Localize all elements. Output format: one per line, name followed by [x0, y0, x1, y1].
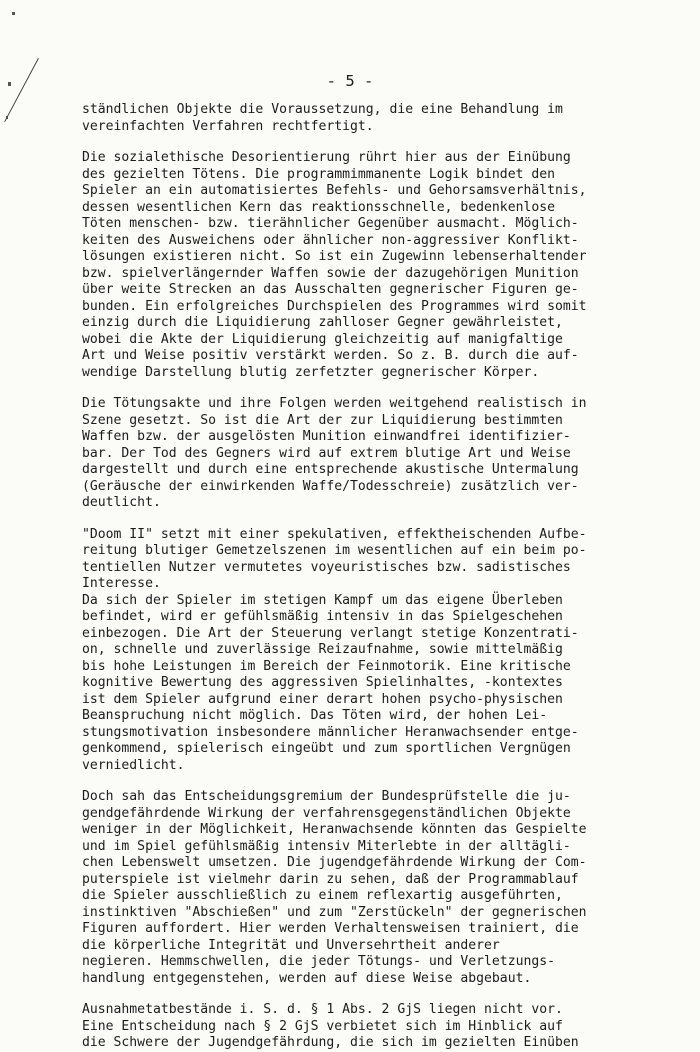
text-line: ständlichen Objekte die Voraussetzung, die eine Behandlung im: [82, 102, 563, 117]
text-line: Doch sah das Entscheidungsgremium der Bundesprüfstelle die ju-: [82, 789, 571, 804]
text-line: bunden. Ein erfolgreiches Durchspielen des Programmes wird somit: [82, 298, 587, 314]
text-line: Eine Entscheidung nach § 2 GjS verbietet sich im Hinblick auf: [82, 1018, 563, 1034]
text-line: Art und Weise positiv verstärkt werden. So z. B. durch die auf-: [82, 348, 579, 363]
text-line: weniger in der Möglichkeit, Heranwachsende könnten das Gespielte: [82, 822, 587, 837]
text-line: puterspiele ist vielmehr darin zu sehen, daß der Programmablauf: [82, 871, 579, 887]
text-line: keiten des Ausweichens oder ähnlicher non-aggressiver Konflikt-: [82, 232, 579, 248]
text-line: Ausnahmetatbestände i. S. d. § 1 Abs. 2 GjS liegen nicht vor.: [82, 1002, 563, 1017]
text-line: kognitive Bewertung des aggressiven Spielinhaltes, -kontextes: [82, 675, 563, 690]
paragraph-gap: [82, 381, 627, 396]
text-line: wendige Darstellung blutig zerfetzter gegnerischer Körper.: [82, 364, 540, 380]
text-line: lösungen existieren nicht. So ist ein Zugewinn lebenserhaltender: [82, 249, 587, 264]
text-line: Figuren auffordert. Hier werden Verhaltensweisen trainiert, die: [82, 921, 579, 936]
text-line: Beanspruchung nicht möglich. Das Töten wird, der hohen Lei-: [82, 708, 548, 723]
text-line: befindet, wird er gefühlsmäßig intensiv in das Spielgeschehen: [82, 609, 563, 624]
text-line: instinktiven "Abschießen" und zum "Zerstückeln" der gegnerischen: [82, 904, 587, 920]
paragraph-gap: [82, 774, 627, 789]
text-line: "Doom II" setzt mit einer spekulativen, effektheischenden Aufbe-: [82, 526, 587, 542]
text-line: Die sozialethische Desorientierung rührt hier aus der Einübung: [82, 150, 571, 165]
text-line: Spieler an ein automatisiertes Befehls- und Gehorsamsverhältnis,: [82, 183, 587, 198]
text-line: über weite Strecken an das Ausschalten gegnerischer Figuren ge-: [82, 282, 579, 297]
text-line: bis hohe Leistungen im Bereich der Feinmotorik. Eine kritische: [82, 658, 571, 674]
text-line: und im Spiel gefühlsmäßig intensiv Miterlebte in der alltägli-: [82, 838, 571, 854]
text-line: (Geräusche der einwirkenden Waffe/Todesschreie) zusätzlich ver-: [82, 478, 579, 494]
paragraph: [82, 789, 627, 987]
page-number: - 5 -: [326, 72, 374, 90]
text-line: Die Tötungsakte und ihre Folgen werden weitgehend realistisch in: [82, 396, 587, 411]
text-line: vereinfachten Verfahren rechtfertigt.: [82, 118, 374, 134]
text-line: die Spieler ausschließlich zu einem reflexartig ausgeführten,: [82, 888, 563, 903]
text-line: dargestellt und durch eine entsprechende akustische Untermalung: [82, 462, 579, 477]
text-line: des gezielten Tötens. Die programmimmanente Logik bindet den: [82, 166, 555, 182]
paragraph: [82, 102, 627, 135]
text-line: stungsmotivation insbesondere männlicher Heranwachsender entge-: [82, 724, 579, 740]
paragraph-gap: [82, 512, 627, 527]
text-line: bar. Der Tod des Gegners wird auf extrem blutige Art und Weise: [82, 445, 571, 461]
text-line: ist dem Spieler aufgrund einer derart hohen psycho-physischen: [82, 691, 563, 707]
text-line: Interesse.: [82, 576, 161, 591]
text-line: gendgefährdende Wirkung der verfahrensgegenständlichen Objekte: [82, 805, 571, 821]
scan-speck: [12, 12, 15, 15]
text-line: on, schnelle und zuverlässige Reizaufnahme, sowie mittelmäßig: [82, 642, 563, 657]
text-line: chen Lebenswelt umsetzen. Die jugendgefährdende Wirkung der Com-: [82, 855, 587, 870]
paragraph: [82, 396, 627, 512]
text-line: handlung entgegenstehen, werden auf diese Weise abgebaut.: [82, 970, 532, 986]
text-line: wobei die Akte der Liquidierung gleichzeitig auf manigfaltige: [82, 331, 563, 347]
text-line: genkommend, spielerisch eingeübt und zum sportlichen Vergnügen: [82, 741, 571, 756]
pen-stroke-mark: [4, 58, 39, 122]
document-body: [82, 102, 627, 1052]
text-line: verniedlicht.: [82, 757, 185, 773]
paragraph: [82, 150, 627, 381]
paragraph: [82, 527, 627, 775]
text-line: einbezogen. Die Art der Steuerung verlangt stetige Konzentrati-: [82, 625, 579, 641]
text-line: Waffen bzw. der ausgelösten Munition einwandfrei identifizier-: [82, 429, 571, 444]
text-line: dessen wesentlichen Kern das reaktionsschnelle, bedenkenlose: [82, 199, 555, 215]
text-line: Da sich der Spieler im stetigen Kampf um das eigene Überleben: [82, 592, 563, 608]
text-line: tentiellen Nutzer vermutetes voyeuristisches bzw. sadistisches: [82, 559, 571, 575]
text-line: deutlicht.: [82, 495, 161, 510]
text-line: die körperliche Integrität und Unversehrtheit anderer: [82, 937, 500, 953]
paragraph: [82, 1002, 627, 1052]
text-line: Töten menschen- bzw. tierähnlicher Gegenüber ausmacht. Möglich-: [82, 216, 579, 231]
text-line: negieren. Hemmschwellen, die jeder Tötungs- und Verletzungs-: [82, 954, 555, 969]
paragraph-gap: [82, 135, 627, 150]
text-line: die Schwere der Jugendgefährdung, die sich im gezielten Einüben: [82, 1035, 579, 1050]
paragraph-gap: [82, 987, 627, 1002]
text-line: Szene gesetzt. So ist die Art der zur Liquidierung bestimmten: [82, 412, 563, 428]
text-line: reitung blutiger Gemetzelszenen im wesentlichen auf ein beim po-: [82, 543, 587, 558]
text-line: bzw. spielverlängernder Waffen sowie der dazugehörigen Munition: [82, 265, 579, 281]
text-line: einzig durch die Liquidierung zahlloser Gegner gewährleistet,: [82, 315, 563, 330]
